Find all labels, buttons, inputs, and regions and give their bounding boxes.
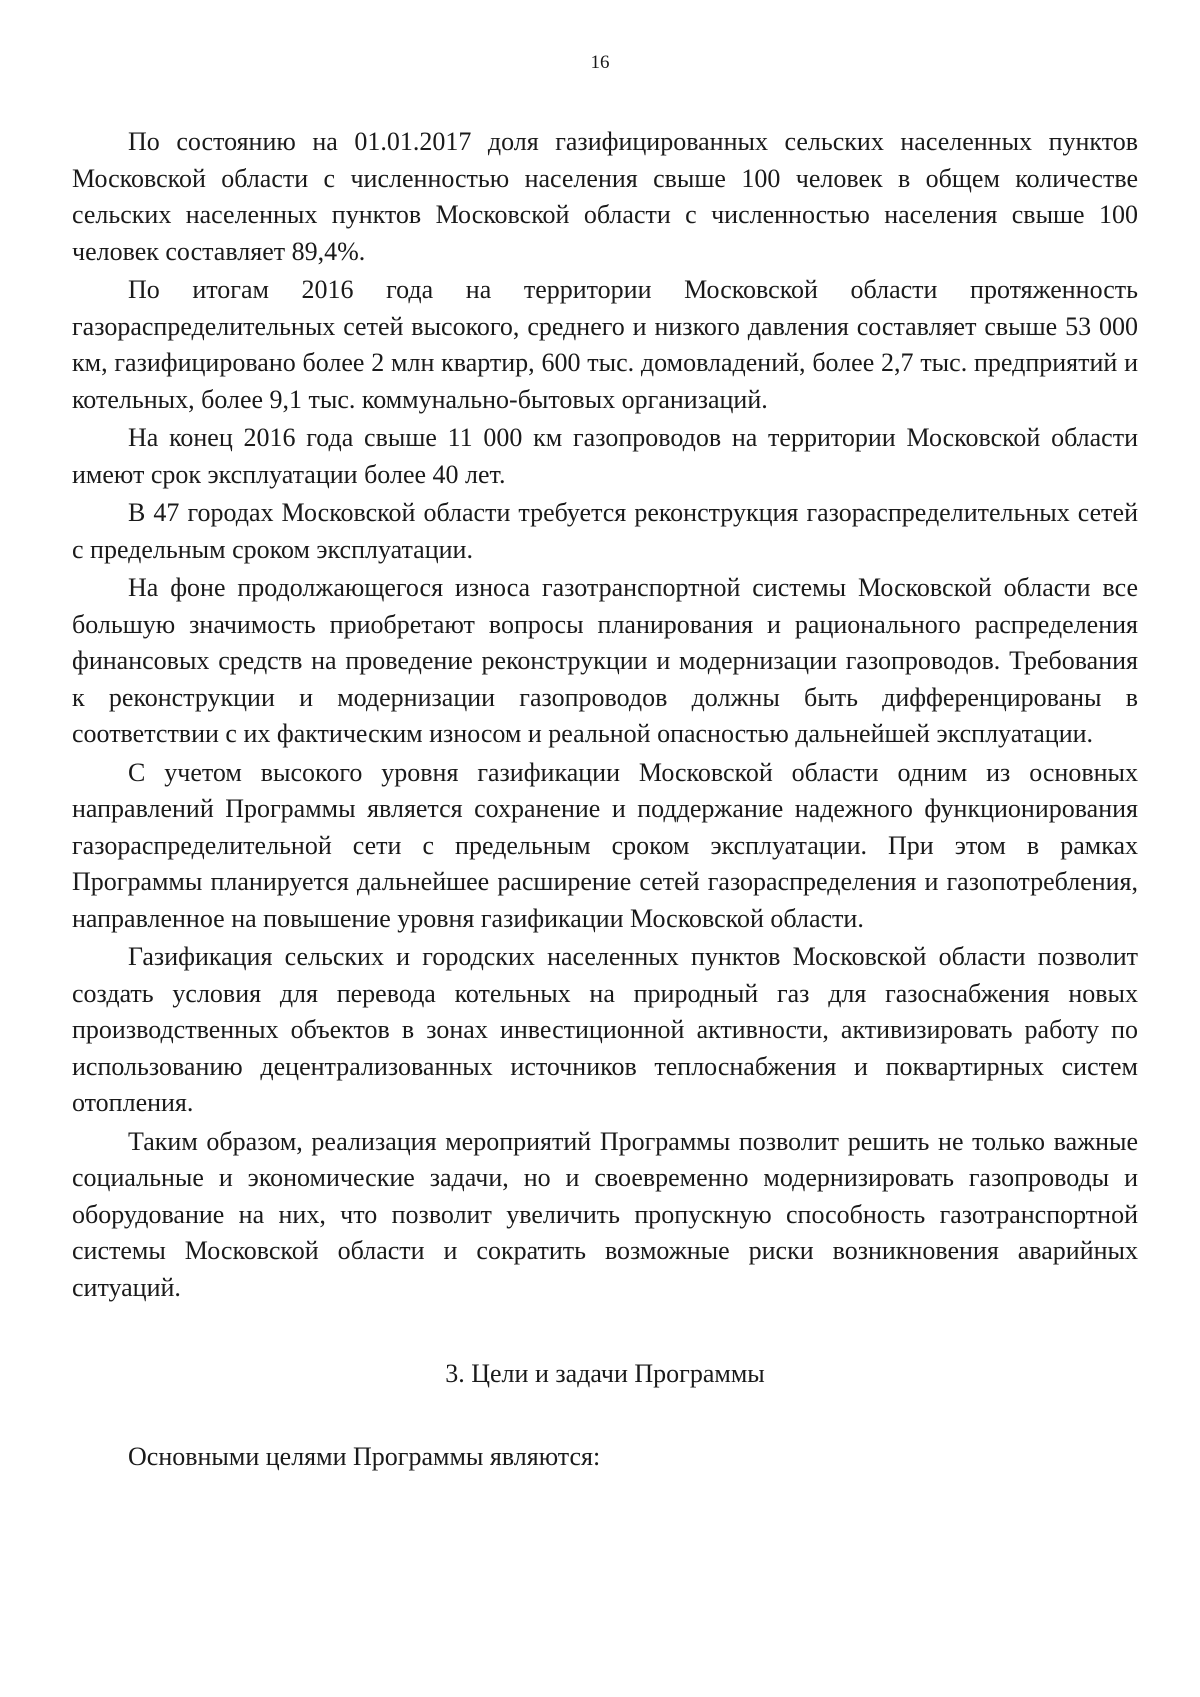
paragraph-network-length: По итогам 2016 года на территории Московской области протяженность газораспределительных сетей высокого, среднего и низкого давления составляет свыше 53 000 км, газифицировано более 2 млн квартир, 600 тыс. домовладений, более 2,7 тыс. предприятий и котельных, более 9,1 тыс. коммунально-бытовых организаций. [72, 275, 1138, 414]
paragraph-wear-planning: На фоне продолжающегося износа газотранспортной системы Московской области все большую значимость приобретают вопросы планирования и рационального распределения финансовых средств на проведение реконструкции и модернизации газопроводов. Требования к реконструкции и модернизации газопроводов должны быть дифференцированы в соответствии с их фактическим износом и реальной опасностью дальнейшей эксплуатации. [72, 573, 1138, 748]
paragraph-pipeline-age: На конец 2016 года свыше 11 000 км газопроводов на территории Московской области имеют срок эксплуатации более 40 лет. [72, 423, 1138, 489]
paragraph-program-directions: С учетом высокого уровня газификации Московской области одним из основных направлений Программы является сохранение и поддержание надежного функционирования газораспределительной сети с предельным сроком эксплуатации. При этом в рамках Программы планируется дальнейшее расширение сетей газораспределения и газопотребления, направленное на повышение уровня газификации Московской области. [72, 757, 1138, 933]
paragraph-cities-reconstruction: В 47 городах Московской области требуется реконструкция газораспределительных сетей с предельным сроком эксплуатации. [72, 498, 1138, 564]
section-heading: 3. Цели и задачи Программы [445, 1359, 765, 1388]
page-number: 16 [590, 52, 610, 73]
body-text [72, 124, 1138, 1475]
paragraph-conclusion: Таким образом, реализация мероприятий Программы позволит решить не только важные социальные и экономические задачи, но и своевременно модернизировать газопроводы и оборудование на них, что позволит увеличить пропускную способность газотранспортной системы Московской области и сократить возможные риски возникновения аварийных ситуаций. [72, 1126, 1138, 1302]
goals-intro-line: Основными целями Программы являются: [128, 1441, 601, 1471]
paragraph-gasification-benefits: Газификация сельских и городских населенных пунктов Московской области позволит создать условия для перевода котельных на природный газ для газоснабжения новых производственных объектов в зонах инвестиционной активности, активизировать работу по использованию децентрализованных источников теплоснабжения и поквартирных систем отопления. [72, 942, 1138, 1117]
paragraph-gasification-share: По состоянию на 01.01.2017 доля газифицированных сельских населенных пунктов Московской области с численностью населения свыше 100 человек в общем количестве сельских населенных пунктов Московской области с численностью населения свыше 100 человек составляет 89,4%. [72, 127, 1138, 266]
